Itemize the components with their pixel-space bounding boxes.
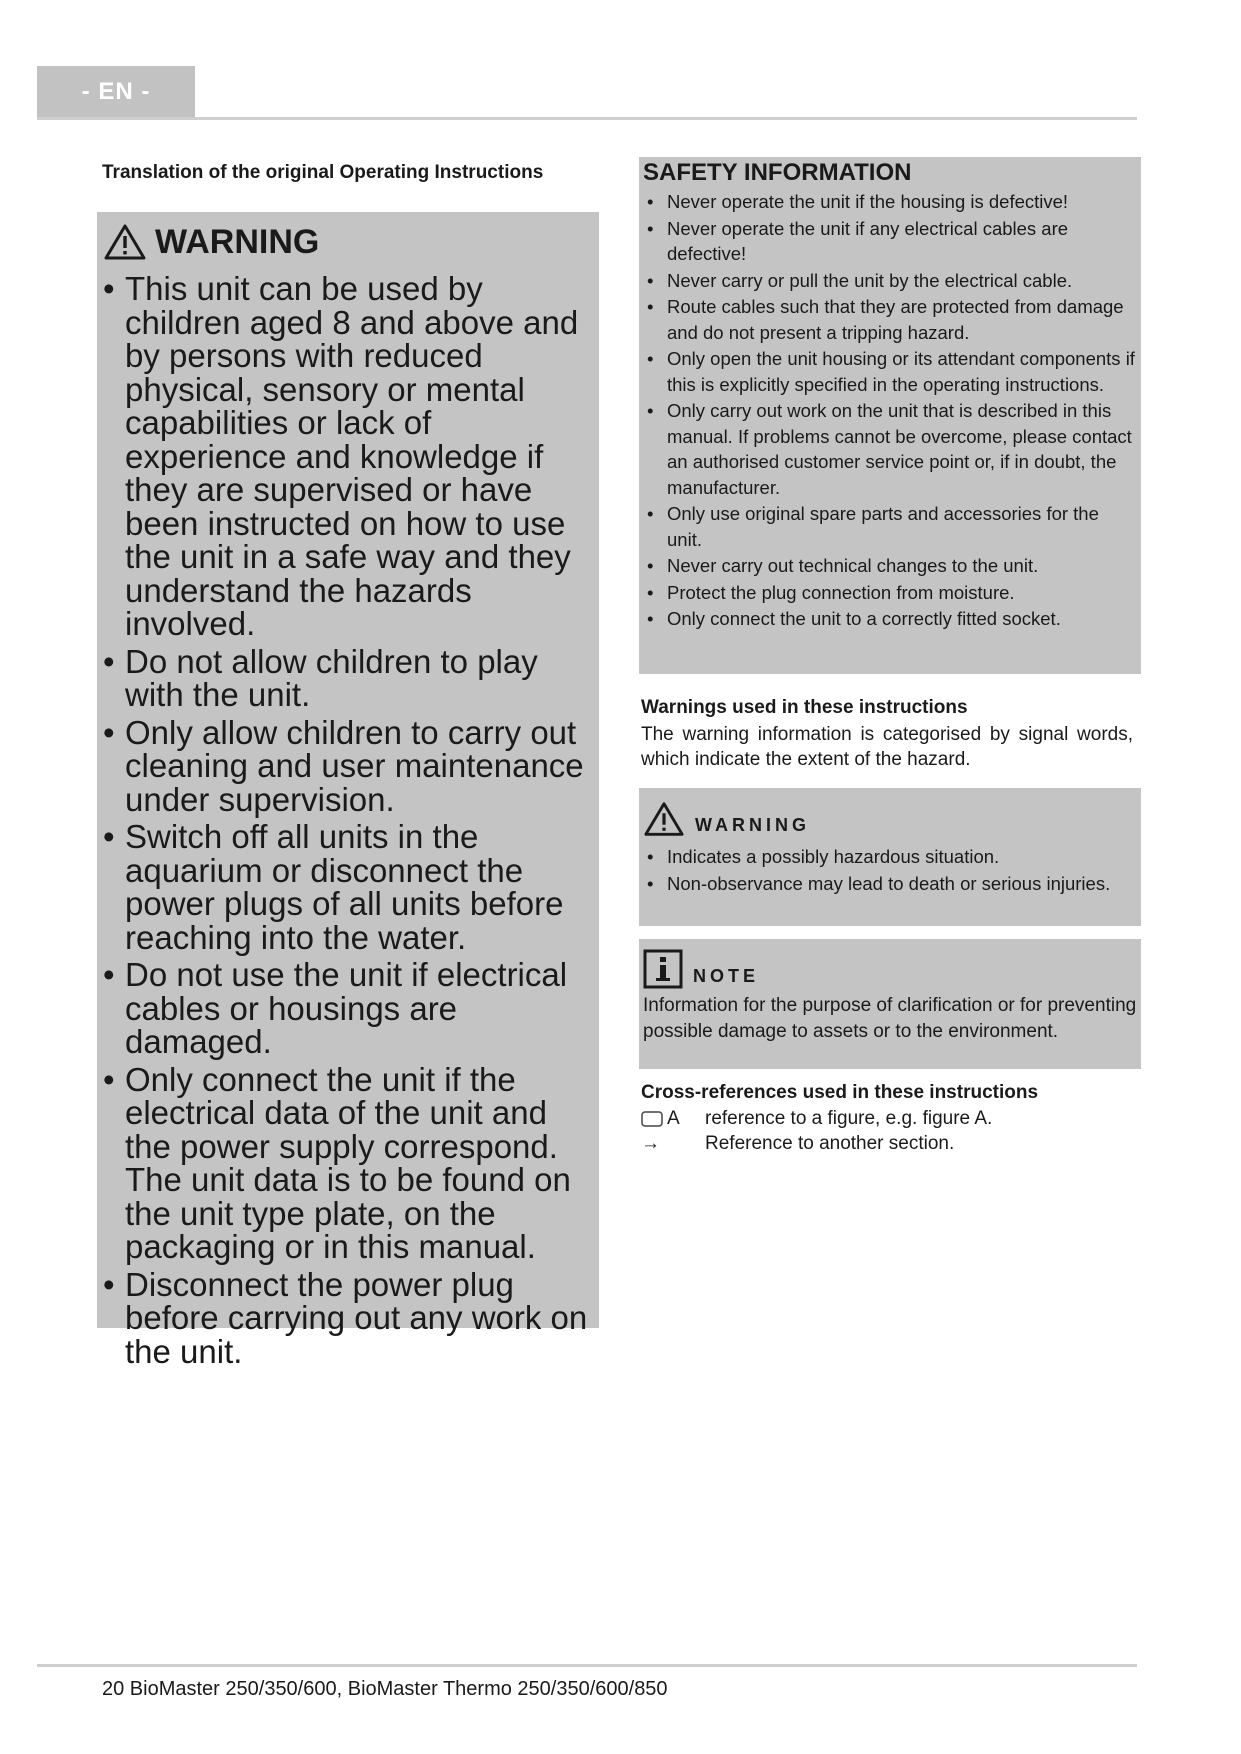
- list-item: • Non-observance may lead to death or serious injuries.: [643, 871, 1137, 897]
- list-item: • Indicates a possibly hazardous situation.: [643, 844, 1137, 870]
- safety-information-box: [639, 157, 1141, 674]
- xref-section-text: Reference to another section.: [705, 1133, 955, 1154]
- arrow-icon: →: [641, 1133, 660, 1154]
- note-example-box: [639, 939, 1141, 1069]
- info-icon: [643, 949, 683, 989]
- warnings-heading: Warnings used in these instructions: [641, 697, 968, 718]
- list-item: • Only allow children to carry out cleaning and user maintenance under supervision.: [103, 716, 593, 817]
- header-divider: [37, 117, 1137, 120]
- list-item: • This unit can be used by children aged 8 and above and by persons with reduced physical, sensory or mental capabilities or lack of experience and knowledge if they are supervised or have been instructed on how to use the unit in a safe way and they understand the hazards involved.: [103, 272, 593, 641]
- list-item: • Only connect the unit to a correctly fitted socket.: [643, 606, 1137, 632]
- list-item: • Switch off all units in the aquarium or disconnect the power plugs of all units before reaching into the water.: [103, 820, 593, 954]
- xref-figure-letter: A: [667, 1108, 680, 1129]
- warning-example-heading: [643, 794, 1137, 838]
- translation-note: Translation of the original Operating Instructions: [102, 162, 544, 183]
- note-heading: [643, 945, 1137, 989]
- warning-triangle-icon: [643, 800, 685, 838]
- list-item: • Only carry out work on the unit that is described in this manual. If problems cannot be overcome, please contact an authorised customer service point or, if in doubt, the manufacturer.: [643, 398, 1137, 500]
- warning-example-box: [639, 788, 1141, 926]
- warning-example-list: [643, 844, 1137, 896]
- list-item: • Never carry out technical changes to the unit.: [643, 553, 1137, 579]
- xref-section-row: [641, 1133, 954, 1155]
- xref-figure-symbol: [641, 1108, 705, 1130]
- safety-list: [643, 189, 1137, 632]
- list-item: • Only open the unit housing or its attendant components if this is explicitly specified in the operating instructions.: [643, 346, 1137, 397]
- warning-title: WARNING: [155, 222, 320, 261]
- xref-figure-row: [641, 1108, 992, 1130]
- note-signal-word: NOTE: [693, 966, 760, 986]
- warning-signal-word: WARNING: [695, 815, 810, 835]
- xref-figure-text: reference to a figure, e.g. figure A.: [705, 1108, 993, 1129]
- warning-heading: [103, 216, 593, 268]
- figure-box-icon: [641, 1111, 663, 1127]
- warnings-description: The warning information is categorised by signal words, which indicate the extent of the hazard.: [641, 724, 1133, 770]
- footer-divider: [37, 1664, 1137, 1667]
- warning-box: [97, 212, 599, 1370]
- list-item: • Disconnect the power plug before carrying out any work on the unit.: [103, 1268, 593, 1369]
- warning-list: [103, 272, 593, 1368]
- list-item: • Do not use the unit if electrical cables or housings are damaged.: [103, 958, 593, 1059]
- language-tab: - EN -: [37, 66, 195, 118]
- list-item: • Protect the plug connection from moisture.: [643, 580, 1137, 606]
- list-item: • Only connect the unit if the electrical data of the unit and the power supply correspond. The unit data is to be found on the unit type plate, on the packaging or in this manual.: [103, 1063, 593, 1264]
- list-item: • Never carry or pull the unit by the electrical cable.: [643, 268, 1137, 294]
- list-item: • Never operate the unit if the housing is defective!: [643, 189, 1137, 215]
- list-item: • Route cables such that they are protected from damage and do not present a tripping hazard.: [643, 294, 1137, 345]
- footer-text: 20 BioMaster 250/350/600, BioMaster Thermo 250/350/600/850: [102, 1678, 668, 1700]
- list-item: • Never operate the unit if any electrical cables are defective!: [643, 216, 1137, 267]
- cross-references-heading: Cross-references used in these instructions: [641, 1082, 1039, 1103]
- note-text: Information for the purpose of clarification or for preventing possible damage to assets or to the environment.: [643, 995, 1137, 1042]
- list-item: • Only use original spare parts and accessories for the unit.: [643, 501, 1137, 552]
- warning-triangle-icon: [103, 223, 147, 261]
- list-item: • Do not allow children to play with the unit.: [103, 645, 593, 712]
- safety-title: SAFETY INFORMATION: [643, 159, 912, 186]
